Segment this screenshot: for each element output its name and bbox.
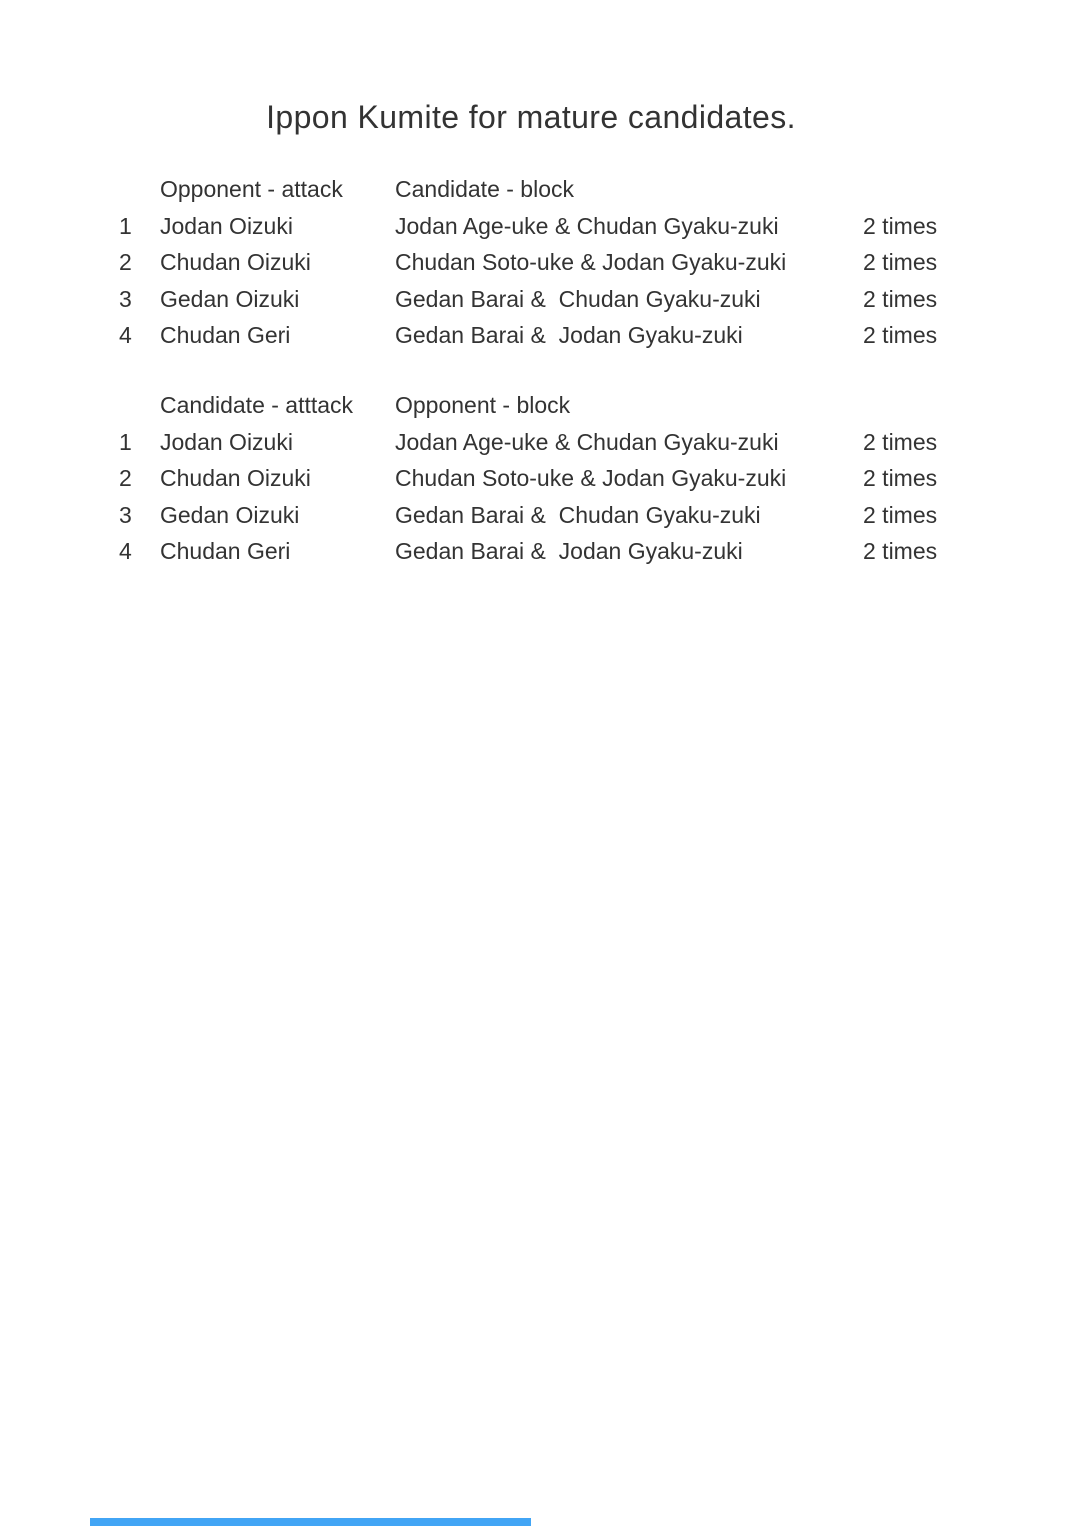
repetitions: 2 times bbox=[863, 322, 938, 348]
block-technique: Chudan Soto-uke & Jodan Gyaku-zuki bbox=[395, 249, 787, 275]
table-row bbox=[0, 244, 1080, 281]
attack-technique: Gedan Oizuki bbox=[160, 501, 300, 528]
repetitions: 2 times bbox=[863, 212, 938, 239]
row-number: 4 bbox=[119, 538, 132, 564]
repetitions: 2 times bbox=[863, 538, 938, 564]
kumite-table-opponent-attack bbox=[0, 171, 1080, 354]
block-technique: Gedan Barai & Chudan Gyaku-zuki bbox=[395, 285, 761, 312]
repetitions: 2 times bbox=[863, 249, 938, 275]
block-column-header: Opponent - block bbox=[395, 392, 571, 418]
table-header-row bbox=[0, 387, 1080, 424]
table-row bbox=[0, 533, 1080, 570]
attack-column-header: Opponent - attack bbox=[160, 176, 343, 202]
repetitions: 2 times bbox=[863, 285, 938, 312]
row-number: 4 bbox=[119, 322, 132, 348]
block-technique: Chudan Soto-uke & Jodan Gyaku-zuki bbox=[395, 465, 787, 491]
repetitions: 2 times bbox=[863, 501, 938, 528]
table-row bbox=[0, 208, 1080, 245]
block-technique: Gedan Barai & Jodan Gyaku-zuki bbox=[395, 322, 743, 348]
row-number: 3 bbox=[119, 501, 132, 528]
reps-cell bbox=[863, 387, 1080, 424]
row-number: 2 bbox=[119, 465, 132, 491]
block-technique: Jodan Age-uke & Chudan Gyaku-zuki bbox=[395, 212, 779, 239]
row-number: 1 bbox=[119, 212, 132, 239]
reps-cell bbox=[863, 171, 1080, 208]
table-row bbox=[0, 317, 1080, 354]
block-technique: Jodan Age-uke & Chudan Gyaku-zuki bbox=[395, 428, 779, 455]
block-technique: Gedan Barai & Jodan Gyaku-zuki bbox=[395, 538, 743, 564]
row-number: 3 bbox=[119, 285, 132, 312]
attack-technique: Jodan Oizuki bbox=[160, 212, 293, 239]
block-technique: Gedan Barai & Chudan Gyaku-zuki bbox=[395, 501, 761, 528]
attack-column-header: Candidate - atttack bbox=[160, 392, 354, 418]
attack-technique: Gedan Oizuki bbox=[160, 285, 300, 312]
table-row bbox=[0, 424, 1080, 461]
repetitions: 2 times bbox=[863, 465, 938, 491]
number-cell bbox=[119, 387, 160, 424]
document-title: Ippon Kumite for mature candidates. bbox=[266, 99, 796, 135]
attack-technique: Chudan Oizuki bbox=[160, 249, 311, 275]
block-column-header: Candidate - block bbox=[395, 176, 574, 202]
table-row bbox=[0, 497, 1080, 534]
kumite-table-candidate-attack bbox=[0, 387, 1080, 570]
row-number: 1 bbox=[119, 428, 132, 455]
bottom-highlight-bar bbox=[90, 1518, 531, 1526]
attack-technique: Jodan Oizuki bbox=[160, 428, 293, 455]
row-number: 2 bbox=[119, 249, 132, 275]
attack-technique: Chudan Oizuki bbox=[160, 465, 311, 491]
attack-technique: Chudan Geri bbox=[160, 322, 291, 348]
number-cell bbox=[119, 171, 160, 208]
table-row bbox=[0, 281, 1080, 318]
table-row bbox=[0, 460, 1080, 497]
repetitions: 2 times bbox=[863, 428, 938, 455]
attack-technique: Chudan Geri bbox=[160, 538, 291, 564]
table-header-row bbox=[0, 171, 1080, 208]
